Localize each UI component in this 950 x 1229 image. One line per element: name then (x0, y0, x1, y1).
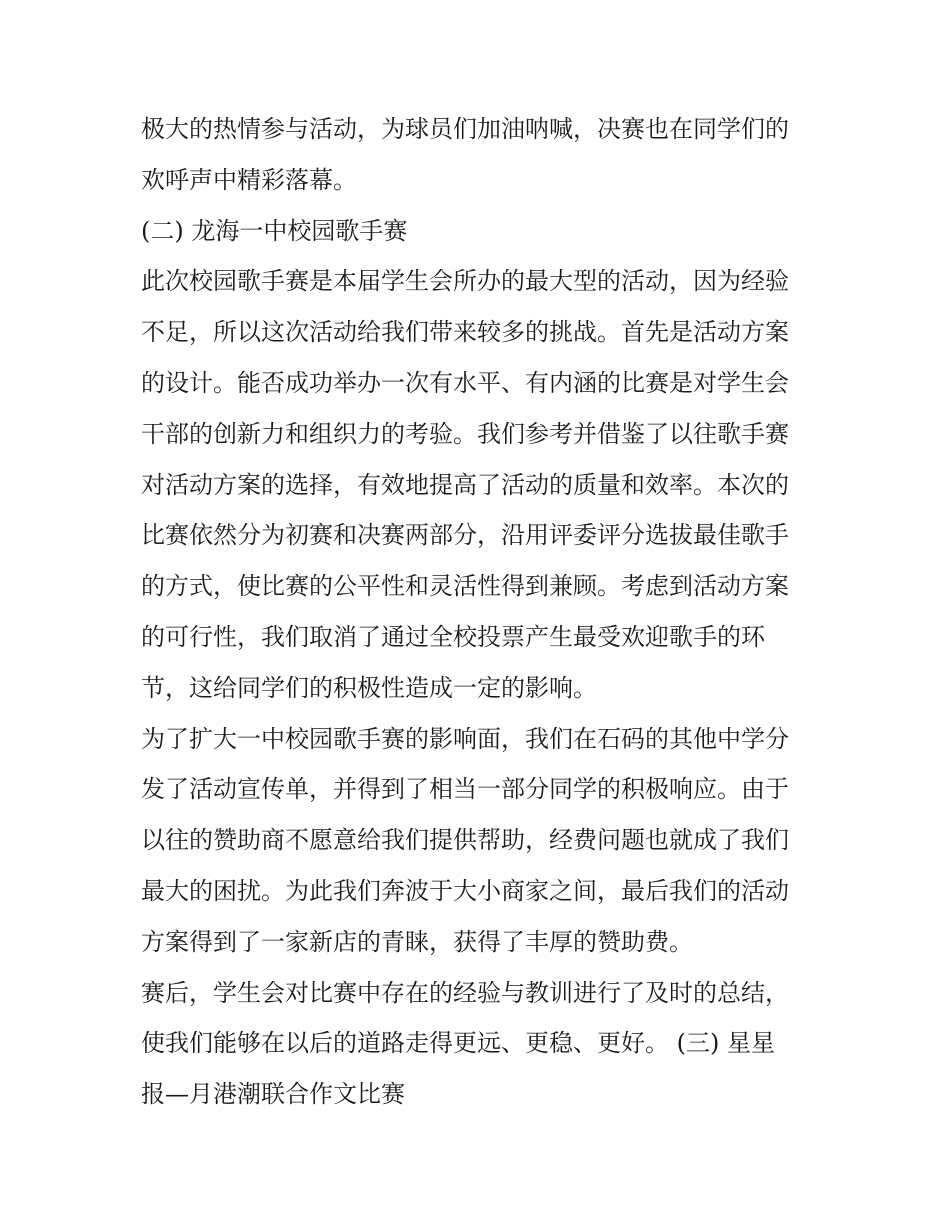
text-line: 报—月港潮联合作文比赛 (141, 1080, 405, 1109)
text-line: 干部的创新力和组织力的考验。我们参考并借鉴了以往歌手赛 (141, 419, 789, 448)
text-line: 此次校园歌手赛是本届学生会所办的最大型的活动，因为经验 (141, 267, 789, 296)
section-heading: (二) 龙海一中校园歌手赛 (141, 216, 408, 245)
text-line: 赛后，学生会对比赛中存在的经验与教训进行了及时的总结， (141, 978, 789, 1007)
text-line: 的方式，使比赛的公平性和灵活性得到兼顾。考虑到活动方案 (141, 572, 789, 601)
text-line: 节，这给同学们的积极性造成一定的影响。 (141, 673, 597, 702)
text-line: 为了扩大一中校园歌手赛的影响面，我们在石码的其他中学分 (141, 724, 789, 753)
text-line: 发了活动宣传单，并得到了相当一部分同学的积极响应。由于 (141, 775, 789, 804)
text-line: 对活动方案的选择，有效地提高了活动的质量和效率。本次的 (141, 470, 789, 499)
text-line: 的设计。能否成功举办一次有水平、有内涵的比赛是对学生会 (141, 368, 789, 397)
text-line: 比赛依然分为初赛和决赛两部分，沿用评委评分选拔最佳歌手 (141, 521, 789, 550)
text-line: 以往的赞助商不愿意给我们提供帮助，经费问题也就成了我们 (141, 826, 789, 855)
text-line: 欢呼声中精彩落幕。 (141, 165, 357, 194)
text-line: 方案得到了一家新店的青睐，获得了丰厚的赞助费。 (141, 927, 693, 956)
document-body (141, 104, 821, 1120)
text-line: 的可行性，我们取消了通过全校投票产生最受欢迎歌手的环 (141, 622, 765, 651)
text-line: 最大的困扰。为此我们奔波于大小商家之间，最后我们的活动 (141, 876, 789, 905)
text-line: 不足，所以这次活动给我们带来较多的挑战。首先是活动方案 (141, 318, 789, 347)
text-line: 极大的热情参与活动，为球员们加油呐喊，决赛也在同学们的 (141, 115, 789, 143)
text-line: 使我们能够在以后的道路走得更远、更稳、更好。 (三) 星星 (141, 1029, 775, 1058)
